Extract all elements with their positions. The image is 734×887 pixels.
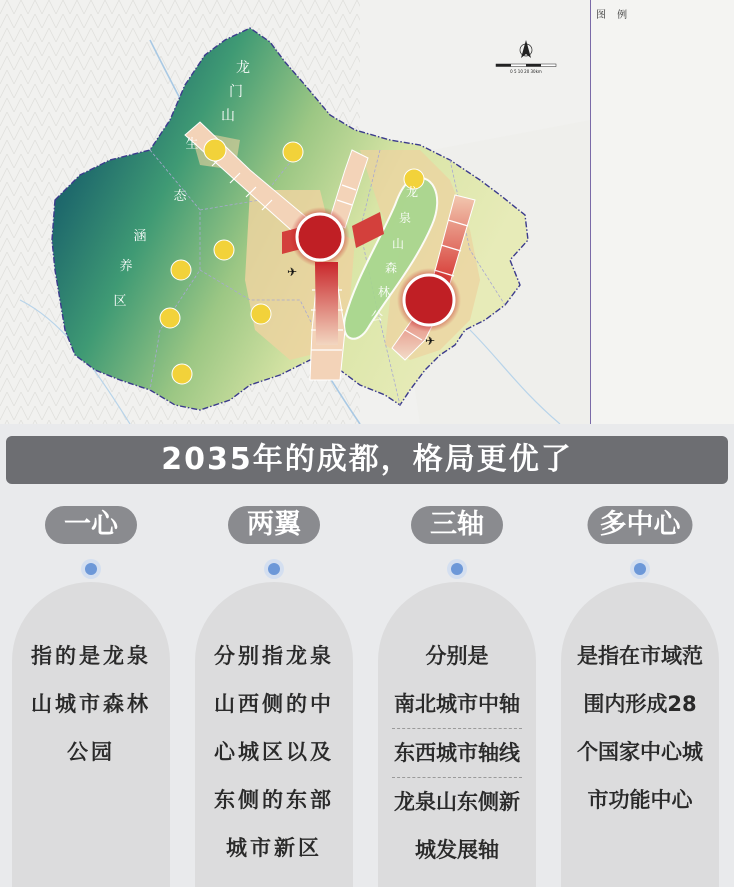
description-card [378, 582, 536, 887]
tag-pill: 一心 [45, 506, 137, 544]
description-line: 分别指龙泉 [214, 644, 334, 668]
map-label: 山 [221, 108, 235, 124]
description-line: 公园 [67, 740, 115, 764]
description-text [561, 632, 719, 824]
legend-title: 图 例 [596, 10, 632, 21]
description-line: 指的是龙泉 [31, 644, 151, 668]
map-legend [594, 6, 732, 216]
description-text [195, 632, 353, 872]
tag-pill: 多中心 [588, 506, 693, 544]
description-line: 是指在市域范 [577, 644, 703, 668]
description-line: 山西侧的中 [214, 692, 334, 716]
map-label: 态 [173, 189, 187, 204]
bullet-dot-icon [85, 563, 97, 575]
column-two-wings [191, 500, 357, 887]
map-label: 山 [391, 237, 405, 251]
description-line: 东西城市轴线 [392, 729, 522, 778]
map-frame [0, 0, 591, 424]
description-text [378, 632, 536, 874]
description-line: 围内形成28 [583, 692, 697, 716]
map-label: 生 [185, 137, 199, 152]
bullet-dot-icon [268, 563, 280, 575]
bullet-dot-icon [634, 563, 646, 575]
tag-pill: 两翼 [228, 506, 320, 544]
description-card [195, 582, 353, 887]
map-label: 区 [113, 294, 127, 309]
description-line: 个国家中心城 [577, 740, 703, 764]
map-label: 林 [377, 285, 391, 299]
map-label: 门 [229, 84, 243, 100]
map-label: 森 [384, 261, 398, 275]
scale-text: 0 5 10 20 30km [510, 69, 542, 74]
description-line: 分别是 [425, 644, 489, 668]
description-text [12, 632, 170, 776]
tag-pill: 三轴 [411, 506, 503, 544]
column-three-axes [374, 500, 540, 887]
airport-icon: ✈ [287, 265, 298, 279]
map-label: 涵 [133, 229, 147, 244]
map-label: 养 [119, 259, 133, 274]
description-line: 市功能中心 [587, 788, 693, 812]
description-card [12, 582, 170, 887]
description-line: 心城区以及 [214, 740, 334, 764]
headline-banner: 2035年的成都，格局更优了 [6, 436, 728, 484]
description-line: 东侧的东部 [214, 788, 334, 812]
scale-bar [496, 64, 556, 67]
map-label: 龙 [236, 60, 250, 76]
description-line: 南北城市中轴 [392, 680, 522, 729]
column-one-heart [8, 500, 174, 887]
bullet-dot-icon [451, 563, 463, 575]
map-label: 泉 [398, 211, 412, 225]
description-line: 城发展轴 [415, 838, 499, 862]
description-line: 龙泉山东侧新 [394, 790, 520, 814]
airport-icon: ✈ [425, 334, 436, 348]
description-line: 城市新区 [226, 836, 322, 860]
map-label: 龙 [405, 185, 419, 199]
planning-map [0, 0, 734, 424]
map-graphic [0, 0, 590, 424]
description-card [561, 582, 719, 887]
column-multi-center [557, 500, 723, 887]
description-line: 山城市森林 [31, 692, 151, 716]
map-label: 公 [370, 309, 384, 323]
